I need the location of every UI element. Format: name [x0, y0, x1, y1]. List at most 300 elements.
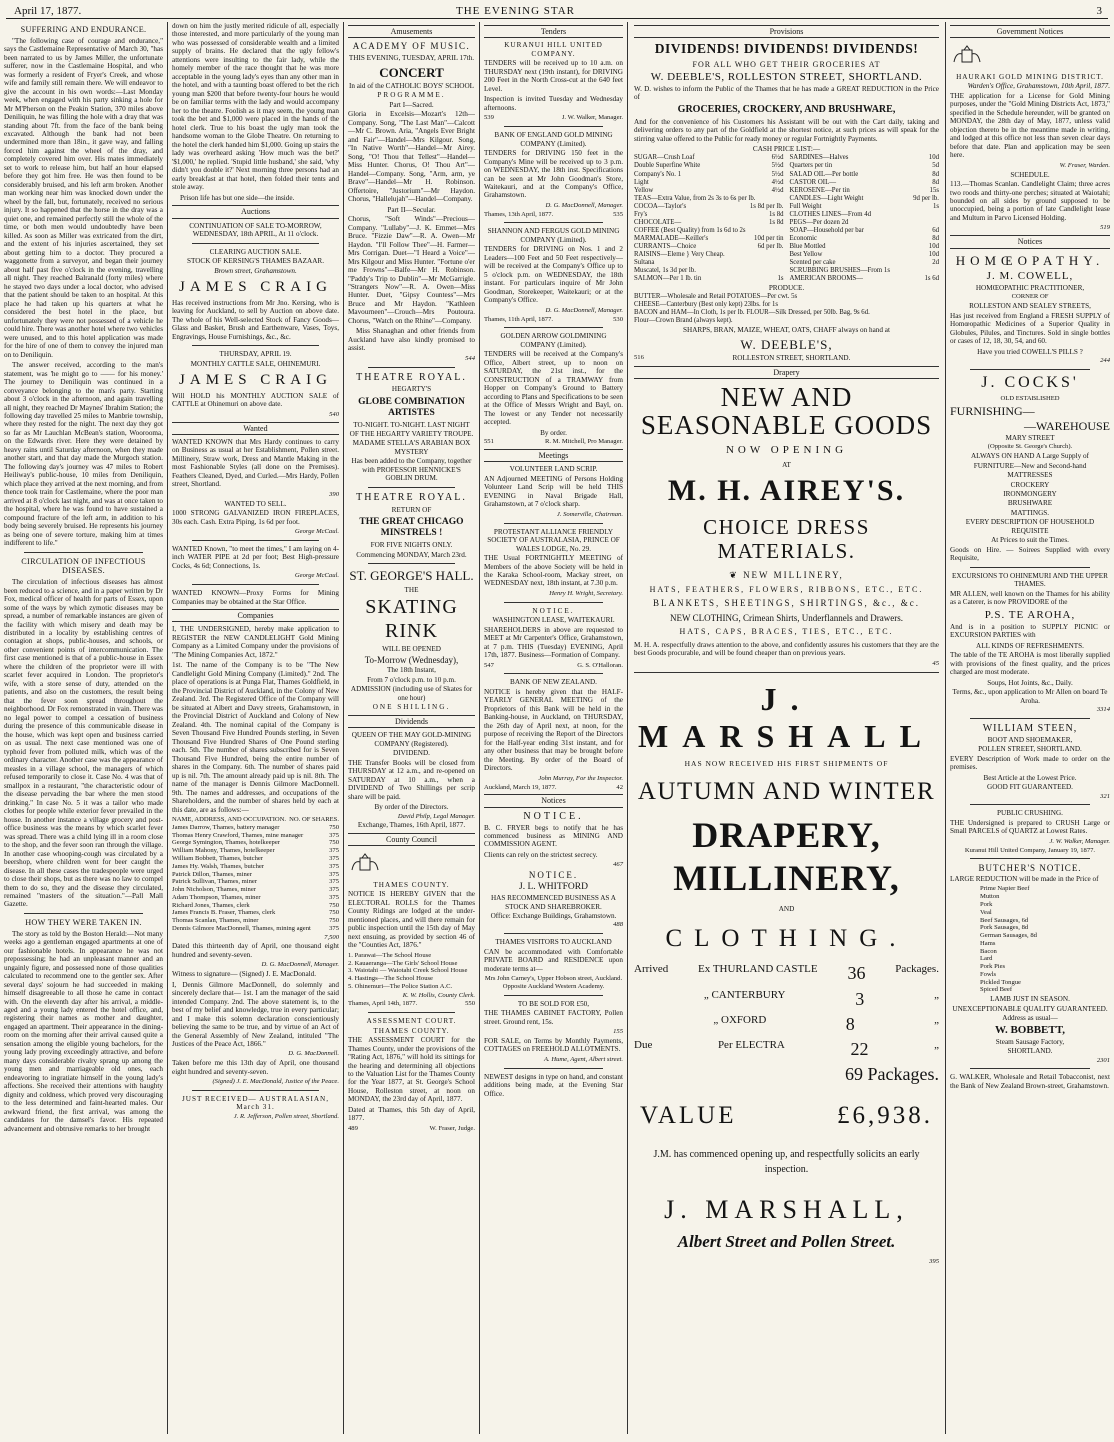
shareholder-name: Patrick Dillon, Thames, miner — [172, 870, 252, 878]
shareholder-name: Thomas Henry Crawford, Thames, mine manager — [172, 831, 304, 839]
shareholder-row — [172, 832, 339, 840]
price-value: 8d — [932, 170, 939, 178]
meat-item: Bacon — [980, 947, 997, 955]
ad-text: TENDERS for DRIVING 150 feet in the Company's Mine will be received up to 3 p.m. on WEDNESDAY, the 18th inst. Specifications can be seen at Mr John Goodman's Store, Waitekauri, and at the Company's Office, Grahamstown. — [484, 149, 623, 200]
furniture-item: IRONMONGERY — [1003, 490, 1057, 498]
article-heading: SUFFERING AND ENDURANCE. — [20, 25, 147, 34]
price-item: Best Yellow — [789, 250, 823, 258]
ad-number: 488 — [613, 921, 623, 929]
ad-headline: HOMŒOPATHY. — [955, 252, 1105, 268]
ad-line: BOOT AND SHOEMAKER, — [987, 735, 1073, 744]
furniture-item: BRUSHWARE — [1007, 499, 1053, 508]
ad-heading: EXCURSIONS TO OHINEMURI AND THE UPPER THAMES. — [952, 571, 1108, 589]
ad-headline: M. H. AIREY'S. — [667, 474, 906, 508]
divider — [368, 367, 455, 368]
price-value: 2d — [932, 258, 939, 266]
divider — [970, 804, 1090, 805]
ad-line: HATS, CAPS, BRACES, TIES, ETC., ETC. — [679, 627, 894, 637]
ad-heading: ACADEMY OF MUSIC. — [352, 41, 471, 52]
price-row — [634, 171, 784, 179]
ad-heading: BUTCHER'S NOTICE. — [978, 863, 1082, 874]
meat-item: Pickled Tongue — [980, 978, 1021, 986]
ad-number: 530 — [613, 315, 623, 323]
shipment-count: 8 — [845, 1013, 855, 1034]
column-4 — [480, 22, 628, 1434]
ad-line — [634, 570, 939, 581]
ad-text: CAN be accommodated with Comfortable PRIVATE BOARD and RESIDENCE upon moderate terms at— — [484, 947, 623, 973]
price-item: Sultana — [634, 258, 655, 266]
column-3 — [344, 22, 480, 1434]
produce-item: Flour—Crown Brand (always kept). — [634, 317, 733, 325]
price-item: Full Weight — [789, 202, 822, 210]
ad-line: ALWAYS ON HAND A Large Supply of — [970, 452, 1090, 461]
ad-line: Address as usual— — [1002, 1014, 1058, 1023]
price-item: TEAS—Extra Value, from 2s 3s to 6s per lb. — [634, 194, 756, 202]
divider — [504, 222, 603, 223]
meat-item: Prime Napier Beef — [980, 885, 1030, 893]
ad-line: Have you tried COWELL'S PILLS ? — [977, 347, 1083, 356]
divider — [368, 563, 455, 564]
shareholder-name: Adam Thompson, Thames, miner — [172, 893, 261, 901]
price-value: 8d — [932, 178, 939, 186]
ad-number: 547 — [484, 661, 494, 669]
ad-heading: GOLDEN ARROW GOLDMINING COMPANY (Limited). — [500, 332, 607, 349]
price-list-left — [634, 154, 784, 282]
ad-line: HOMŒOPATHIC PRACTITIONER, — [975, 283, 1085, 292]
furniture-item: MATTINGS. — [1010, 508, 1050, 517]
section-header-notices: Notices — [950, 235, 1110, 248]
divider — [970, 1068, 1090, 1069]
ad-signature: D. G. MacDonnell, Manager. — [545, 306, 623, 314]
produce-item: CHEESE—Canterbury (Best only kept) 23lbs. for 1s — [634, 301, 779, 309]
shareholder-row — [172, 847, 339, 855]
ad-heading: THAMES COUNTY. — [373, 880, 450, 889]
furniture-item: CROCKERY — [1010, 480, 1050, 489]
price-row — [634, 179, 784, 187]
article-text: The circulation of infectious diseases has almost been reduced to a science, and in a paper written by Dr Fox, medical officer of health for parts of Essex, upon some of the ways by which zymotic diseases may be spread, a number of remarkable instances are given of the facility with which misery and death may be distributed in a locality by establishing centres of contagion at shops, public-houses, and schools, or other convenient points of intercommunication. The first case mentioned is that of a public-house in Essex where the children of the proprietor were ill with scarlet fever acquired in London. The proprietor's wife, with a store sense of duty, attended on the patients, and also on the customers, the result being that the fever soon spread throughout the neighborhood. Dr Fox remonstrated in vain. There was no legal power to compel a cessation of business during the presence of this communicable disease in the house, which was kept open and business carried on as usual. The next case mentioned was one of typhoid fever from polluted milk, which was of the ordinary character. Another case was the appearance of measles in a village school, the managers of which refused temporarily to close it. Case No. 4 was that of smallpox in a restaurant, "the characteristic odour of the disease pervading the bar where the men stood drinking." In case No. 5 it was a tailor who made clothes for people while exterior fever prevailed in the house. In another instance a village grocery and post-office business was the means by which scarlet fever was spread. There was a child lying ill in a room close to the shop, and the fever soon ran through the village. In another case whooping-cough was circulated by a beershop, where children went for beer caught the disease. In all these cases the tradespeople were urged to close their shops, but as there was no law to compel them to do so, they and the disease they circulated, remained "masters of the situation."—Pall Mall Gazette. — [4, 578, 163, 909]
price-list — [634, 154, 939, 282]
price-row — [790, 211, 940, 219]
shareholder-name: Patrick Sullivan, Thames, miner — [172, 878, 258, 886]
ad-line: Soups, Hot Joints, &c., Daily. — [987, 678, 1073, 687]
ad-line: Commencing MONDAY, March 23rd. — [356, 550, 467, 559]
ad-text: THE Undersigned is prepared to CRUSH Large or Small PARCELS of QUARTZ at Lowest Rates. — [950, 818, 1110, 836]
ad-heading: THE GREAT CHICAGO MINSTRELS ! — [359, 517, 464, 539]
price-row — [634, 227, 784, 235]
shipment-row — [634, 1014, 939, 1035]
meat-item: Pork Sausages, 8d — [980, 924, 1029, 932]
price-item: SALAD OIL—Per bottle — [789, 170, 859, 178]
shipment-status: Arrived — [634, 963, 669, 976]
price-row — [634, 243, 784, 251]
ad-number: 519 — [1100, 224, 1110, 232]
riding-item: 4. Hastings—The School House — [348, 975, 433, 983]
ad-signature: D. G. MacDonnell, Manager. — [545, 201, 623, 209]
ad-text: NOTICE IS HEREBY GIVEN that the ELECTORAL ROLLS for the Thames County Ridings are lodged at the under-mentioned places, and will there remain for public inspection until the 15th day of May next ensuing, as provided by section 46 of the "Counties Act, 1876." — [348, 890, 475, 950]
divider — [504, 995, 603, 996]
ad-heading: SKATING RINK — [365, 596, 458, 642]
divider — [970, 858, 1090, 859]
ad-text: WANTED KNOWN that Mrs Hardy continues to carry on Business as usual at her Establishment, Pollen street. Millinery, Straw work, Dress and Mantle Making in the most Fashionable Styles (all done on the Premises). Feathers Cleaned, Dyed, and Curled.—Mrs Hardy, Pollen street, Shortland. — [172, 437, 339, 489]
price-value: 5½d — [771, 170, 784, 178]
ad-signature: George McCaul. — [294, 572, 339, 580]
ad-number: 551 — [484, 438, 494, 446]
ad-line: FOR ALL WHO GET THEIR GROCERIES AT — [692, 60, 881, 70]
ad-heading: BANK OF ENGLAND GOLD MINING COMPANY (Limited). — [494, 131, 613, 148]
ad-heading: WILLIAM STEEN, — [982, 722, 1078, 734]
divider — [24, 913, 143, 914]
ad-line: OLD ESTABLISHED — [1000, 394, 1060, 402]
ad-line: Best Article at the Lowest Price. — [983, 773, 1077, 782]
price-value: 10d — [928, 250, 939, 258]
ad-line: ROLLESTON STREET, SHORTLAND. — [732, 354, 851, 363]
article-heading: CIRCULATION OF INFECTIOUS DISEASES. — [21, 556, 146, 576]
ad-headline: DRAPERY, MILLINERY, — [673, 815, 900, 898]
shareholder-list — [172, 824, 339, 933]
ad-line: By order. — [540, 428, 567, 437]
ad-line: Exchange, Thames, 16th April, 1877. — [357, 821, 466, 830]
ad-signature: J. R. Jefferson, Pollen street, Shortland. — [233, 1112, 339, 1120]
divider — [24, 552, 143, 553]
ad-text: THE application for a License for Gold Mining purposes, under the "Gold Mining Districts Act, 1873," specified in the Schedule hereunder, will be granted on MONDAY, the 28th day of May, 1877, unless valid objection thereto be in the meantime made in writing, and lodged at this office not less than seven clear days before that date. Plan and application may be seen here. — [950, 91, 1110, 160]
ad-line: Part I—Sacred. — [389, 100, 434, 109]
divider — [192, 243, 319, 244]
page-number: 3 — [1096, 5, 1102, 17]
ad-heading: THAMES VISITORS TO AUCKLAND — [495, 938, 612, 947]
ad-headline: CLOTHING. — [665, 924, 908, 952]
price-value: 4½d — [771, 186, 784, 194]
price-row — [634, 219, 784, 227]
ad-text: Will HOLD his MONTHLY AUCTION SALE of CATTLE at Ohinemuri on above date. — [172, 391, 339, 409]
price-value: 10d — [928, 242, 939, 250]
shipment-count: 3 — [855, 988, 865, 1009]
shareholder-name: William Bobbett, Thames, butcher — [172, 854, 263, 862]
ad-heading: J. M. COWELL, — [986, 269, 1074, 282]
ad-heading: ASSESSMENT COURT. — [366, 1017, 457, 1026]
divider — [970, 567, 1090, 568]
riding-item: 2. Kauaeranga—The Girls' School House — [348, 959, 458, 967]
ad-heading: QUEEN OF THE MAY GOLD-MINING COMPANY (Registered). — [351, 731, 472, 748]
ad-line: DIVIDEND. — [393, 749, 430, 758]
shareholder-shares: 375 — [329, 831, 339, 839]
column-6 — [946, 22, 1114, 1434]
ad-text: TENDERS will be received up to 10 a.m. on THURSDAY next (19th instant), for DRIVING 200 Feet in the North Cross-cut at the 640 feet Level. — [484, 59, 623, 93]
price-item: SALMON—Per 1 lb. tin — [634, 274, 702, 282]
section-header-provisions: Provisions — [634, 25, 939, 38]
ad-footer — [348, 1000, 475, 1008]
ornament-icon: ❦ — [729, 570, 744, 581]
price-value: 6d — [932, 226, 939, 234]
shareholder-row — [172, 839, 339, 847]
ad-line: Has been added to the Company, together with PROFESSOR HENNICKE'S GOBLIN DRUM. — [351, 457, 472, 483]
meat-item: Veal — [980, 908, 992, 916]
ad-line: (Opposite St. George's Church). — [987, 443, 1073, 451]
shareholder-name: James Francis B. Fraser, Thames, clerk — [172, 909, 276, 917]
ad-text: TENDERS for DRIVING on Nos. 1 and 2 Leaders—100 Feet and 50 Feet respectively—will be received at the Company's Office up to 5 o'clock p.m. on WEDNESDAY, the 18th instant. For particulars inquire of Mr John Goodman, Storekeeper, Waitekauri; or at the Company's Office. — [484, 245, 623, 305]
price-row — [790, 251, 940, 259]
ad-text: W. D. wishes to inform the Public of the Thames that he has made a GREAT REDUCTION in the Price of — [634, 84, 939, 102]
price-item: Fry's — [634, 210, 648, 218]
ad-text: Has received instructions from Mr Jno. Kersing, who is leaving for Auckland, to sell by Auction on above date. The whole of his Well-selected Stock of Fancy Goods—Glass and Basket, Brush and Earthenware, Vases, Toys, Engravings, House Furnishings, &c., &c. — [172, 298, 339, 341]
price-row — [790, 162, 940, 170]
price-row — [634, 187, 784, 195]
ad-number: 244 — [1100, 357, 1110, 365]
ad-line: UNEXCEPTIONABLE QUALITY GUARANTEED. — [952, 1004, 1108, 1013]
ad-heading: TO BE SOLD FOR £50, — [517, 999, 590, 1008]
price-row — [634, 195, 784, 203]
ad-line: SCHEDULE. — [1010, 170, 1050, 179]
ad-line: HAS RECOMMENCED BUSINESS AS A STOCK AND SHAREBROKER. — [490, 894, 616, 911]
ad-line: TO-NIGHT. TO-NIGHT. LAST NIGHT OF THE HEGARTY VARIETY TROUPE. — [349, 421, 474, 438]
ad-text: I, Dennis Gilmore MacDonnell, do solemnly and sincerely declare that— 1st. I am the manager of the said intended Company. 2nd. The above statement is, to the best of my belief and knowledge, true in every particular; and I make this solemn declaration conscientiously believing the same to be true, and by virtue of an Act of the General Assembly of New Zealand, intituled "The Justices of the Peace Act, 1866." — [172, 980, 339, 1048]
shareholder-row — [172, 863, 339, 871]
ad-text: WANTED KNOWN—Proxy Forms for Mining Companies may be obtained at the Star Office. — [172, 589, 339, 606]
shipment-unit: „ — [934, 1038, 939, 1051]
ad-heading: WASHINGTON LEASE, WAITEKAURI. — [492, 616, 615, 625]
price-row — [634, 251, 784, 259]
programme-text: Chorus, "Soft Winds"—Precious—Company. "Lullaby"—J. K. Emmet—Mrs Bruce. "Fizzie Daw"—R. A. Owen—Mr Haydon. "I'll Follow Thee"—H. Farmer—Mrs Corrigan. Duet—"I Heard a Voice"—Mrs Kilgour and Miss Hunter. "Fortune o'er me Frowns"—Balfe—Mr H. Robinson. "Paddy's Trip to Dublin"—Mr McGarrigle. "Strangers Now"—R. A. Owen—Miss Hunter. Duet, "Gipsy Countess"—Mrs Bruce and Mr Haydon. "Kathleen Mavourneen"—Crouch—Mrs Poutoura. Chorus, "Watch on the Rhine"—Company. — [348, 215, 475, 325]
furniture-list — [950, 462, 1110, 518]
section-header-dividends: Dividends — [348, 715, 475, 728]
royal-crest-icon — [950, 44, 984, 66]
auctioneer-name: JAMES CRAIG — [179, 279, 332, 296]
article-text: The story as told by the Boston Herald:—Not many weeks ago a gentleman engaged apartments at one of our fashionable hotels. In appearance he was not prepossessing; he had an unpleasant manner and an ungainly figure, and possessed none of those qualities calculated to recommend one to the gentler sex. After several days' sojourn he had succeeded in making himself disagreeable to all those he came in contact with. On the eleventh day after his arrival, a middle-aged and a young lady entered the hotel office, and, registering their names as mother and daughter, engaged an apartment. Their appearance in the dining-room on the morning after their arrival caused quite a sensation among the eligible young bachelors, for the young lady proving exceedingly attractive, and before many days considerable rivalry sprang up among the young men and marriageable old ones, each endeavoring to ingratiate himself in the young lady's affections. She received their attentions with haughty dignity and coldness, which proved very discouraging to the less determined and faint-hearted males. Our awkward friend, the first arrival, was among the candidates for the damsel's favor. His repeated advancement and obtrusive remarks to her brought — [4, 929, 163, 1133]
shareholder-row — [172, 917, 339, 925]
ad-line: HEGARTY'S — [391, 385, 432, 394]
ad-signature: Mrs John Carney's, Upper Hobson street, Auckland. Opposite Auckland Western Academy. — [484, 975, 623, 990]
ad-line: From 7 o'clock p.m. to 10 p.m. — [367, 675, 456, 684]
ad-heading: P.S. TE AROHA, — [984, 608, 1076, 621]
ad-number: 3314 — [1096, 706, 1110, 714]
price-value: 9d per lb. — [913, 194, 939, 202]
shareholder-row — [172, 894, 339, 902]
ad-number: 321 — [1100, 792, 1110, 800]
price-value: 1s — [777, 274, 784, 282]
ad-signature: George McCaul. — [294, 528, 339, 536]
price-row — [790, 203, 940, 211]
divider — [192, 584, 319, 585]
ad-line: MONTHLY CATTLE SALE, OHINEMURI. — [190, 359, 321, 368]
ad-line: SHARPS, BRAN, MAIZE, WHEAT, OATS, CHAFF always on hand at — [683, 326, 890, 335]
ad-line: PRODUCE. — [768, 283, 805, 292]
price-value: 1s 8d — [768, 210, 784, 218]
ad-signature: David Philp, Legal Manager. — [397, 812, 475, 820]
shipment-vessel: „ CANTERBURY — [703, 988, 786, 1001]
meat-item: Lard — [980, 955, 993, 963]
shareholder-row — [172, 902, 339, 910]
price-item: Company's No. 1 — [634, 170, 682, 178]
issue-date: April 17, 1877. — [14, 5, 82, 17]
ad-signature: G. S. O'Halloran. — [577, 661, 623, 669]
ad-date: Thames, 11th April, 1877. — [484, 315, 553, 323]
price-row — [790, 187, 940, 195]
ad-heading: KURANUI HILL UNITED COMPANY. — [504, 41, 603, 58]
section-header-wanted: Wanted — [172, 422, 339, 435]
price-value: 10d — [928, 154, 939, 162]
ad-text: 113.—Thomas Scanlan. Candlelight Claim; three acres two roods and thirty-one perches; situated at Waiotahi; bounded on all sides by ground supposed to be unoccupied, being a portion of late Candlelight lease and Multum in Parvo Licensed Holding. — [950, 180, 1110, 222]
divider — [634, 672, 939, 673]
produce-list — [634, 293, 939, 325]
shareholder-name: James Darrow, Thames, battery manager — [172, 823, 280, 831]
price-value: 1s 8d — [768, 218, 784, 226]
shipment-unit: Packages. — [895, 963, 939, 976]
ad-line: In aid of the CATHOLIC BOYS' SCHOOL — [348, 81, 475, 90]
ad-line: Part II—Secular. — [387, 205, 436, 214]
ad-number: 489 — [348, 1124, 358, 1132]
ad-text: G. WALKER, Wholesale and Retail Tobacconist, next the Bank of New Zealand Brown-street, Grahamstown. — [950, 1073, 1110, 1090]
ad-headline: CHOICE DRESS MATERIALS. — [703, 514, 870, 564]
ad-text: THE THAMES CABINET FACTORY, Pollen street. Ground rent, 15s. — [484, 1009, 623, 1026]
shipment-row — [634, 1039, 939, 1060]
shareholder-name: Richard Jones, Thames, clerk — [172, 901, 250, 909]
ad-footer — [634, 354, 939, 362]
furniture-item: FURNITURE—New and Second-hand — [973, 461, 1087, 470]
price-row — [790, 259, 940, 267]
ad-heading: THEATRE ROYAL. — [356, 371, 467, 383]
ad-signature: A. Hume, Agent, Albert street. — [544, 1055, 623, 1063]
ad-text: Miss Shanaghan and other friends from Auckland have also kindly promised to assist. — [348, 327, 475, 353]
ad-signature: K. W. Hollis, County Clerk. — [402, 991, 475, 999]
price-row — [634, 259, 784, 267]
price-item: CASTOR OIL— — [789, 178, 837, 186]
ad-address: Albert Street and Pollen Street. — [677, 1231, 896, 1251]
ad-number: 395 — [929, 1257, 939, 1265]
ad-number: 42 — [616, 783, 623, 791]
shareholder-name: Thomas Scanlan, Thames, miner — [172, 917, 259, 925]
ad-headline: GROCERIES, CROCKERY, AND BRUSHWARE, — [677, 103, 896, 115]
divider — [970, 718, 1090, 719]
price-row — [790, 243, 940, 251]
ad-number: 390 — [329, 490, 339, 498]
ad-signature: R. M. Mitchell, Pro Manager. — [544, 438, 623, 446]
ad-text: Taken before me this 13th day of April, one thousand eight hundred and seventy-seven. — [172, 1059, 339, 1076]
section-header-government-notices: Government Notices — [950, 25, 1110, 38]
price-value: 5½d — [771, 162, 784, 170]
shareholder-row — [172, 855, 339, 863]
price-item: Muscatel, 1s 3d per lb. — [634, 266, 696, 274]
ad-heading: ALL KINDS OF REFRESHMENTS. — [976, 641, 1084, 650]
ad-number: 544 — [465, 354, 475, 362]
royal-crest-icon — [348, 852, 382, 874]
price-item: COCOA—Taylor's — [634, 202, 687, 210]
ad-line: POLLEN STREET, SHORTLAND. — [978, 745, 1082, 754]
ad-date: Auckland, March 19, 1877. — [484, 783, 557, 791]
price-value: 6d per lb. — [757, 242, 784, 250]
price-item: SUGAR—Crush Loaf — [634, 154, 695, 162]
shipment-status: Due — [634, 1038, 653, 1051]
shareholder-row — [172, 871, 339, 879]
price-item: SOAP—Household per bar — [789, 226, 864, 234]
price-value: 1s 8d per lb. — [749, 202, 784, 210]
ad-text: TENDERS will be received at the Company's Office, Albert street, up to noon on SATURDAY, the 21st inst., for the CONSTRUCTION of a TRAMWAY from Hopper on Company's Ground to Battery according to Plans and Specifications to be seen at the Office of Messrs Wright and Bayl, on. The lowest or any Tender not necessarily accepted. — [484, 350, 623, 427]
ad-text: 1000 STRONG GALVANIZED IRON FIREPLACES, 30s each. Cash. Extra Piping, 1s 6d per foot. — [172, 509, 339, 526]
price-item: Double Superfine White — [634, 162, 701, 170]
ad-text: And is in a position to SUPPLY PICNIC or EXCURSION PARTIES with — [950, 622, 1110, 640]
section-header-auctions: Auctions — [172, 205, 339, 218]
price-row — [790, 219, 940, 227]
ad-line: CASH PRICE LIST:— — [752, 144, 821, 153]
ad-text: THE Transfer Books will be closed from THURSDAY at 12 a.m., and re-opened on SATURDAY at 10 a.m., when a DIVIDEND of Two Shillings per scrip share will be paid. — [348, 758, 475, 801]
price-row — [634, 154, 784, 162]
shipment-count: 36 — [847, 963, 866, 984]
ad-number: 540 — [329, 410, 339, 418]
ad-heading: PROTESTANT ALLIANCE FRIENDLY SOCIETY OF AUSTRALASIA, PRINCE OF WALES LODGE, No. 29. — [487, 527, 620, 553]
ad-number: 155 — [613, 1028, 623, 1036]
divider — [970, 369, 1090, 370]
price-row — [790, 195, 940, 203]
meat-item: Beef Sausages, 6d — [980, 916, 1029, 924]
ad-headline: FURNISHING— — [950, 403, 1035, 418]
divider — [504, 933, 603, 934]
ad-signature: J. W. Walker, Manager. — [561, 114, 623, 122]
ad-footer — [484, 114, 623, 122]
divider — [504, 673, 603, 674]
shipment-total — [634, 1064, 939, 1085]
price-item: Yellow — [634, 186, 654, 194]
ad-line: NEW CLOTHING, Crimean Shirts, Underflannels and Drawers. — [669, 612, 904, 623]
shareholder-row — [172, 909, 339, 917]
divider — [504, 602, 603, 603]
ad-line: The 18th Instant, — [387, 666, 436, 675]
ad-heading: ST. GEORGE'S HALL. — [349, 568, 474, 584]
masthead — [6, 4, 1108, 19]
meat-item: Spiced Beef — [980, 986, 1013, 994]
ad-footer — [484, 438, 623, 446]
shareholder-shares: 375 — [329, 862, 339, 870]
ad-line: By order of the Directors. — [374, 803, 449, 812]
ad-footer — [348, 1125, 475, 1133]
ad-line: AND — [778, 905, 795, 914]
value-amount: £6,938. — [837, 1102, 933, 1130]
shareholder-name: Dennis Gilmore MacDonnell, Thames, mining agent — [172, 924, 311, 932]
ad-text: J.M. has commenced opening up, and respectfully solicits an early inspection. — [653, 1148, 920, 1175]
price-value: 6½d — [771, 154, 784, 162]
ad-heading: BANK OF NEW ZEALAND. — [510, 678, 597, 687]
meat-item: Mutton — [980, 893, 1000, 901]
ad-number: 516 — [634, 354, 644, 362]
ad-line: ROLLESTON AND SEALEY STREETS, — [969, 302, 1091, 311]
ad-text: AN Adjourned MEETING of Persons Holding Volunteer Land Scrip will be held THIS EVENING in Naval Brigade Hall, Grahamstown, at 7 o'clock sharp. — [484, 474, 623, 509]
ad-signature: W. Fraser, Judge. — [429, 1124, 475, 1132]
ridings-list — [348, 952, 475, 991]
price-value: 4½d — [771, 178, 784, 186]
ad-text: 1st. The name of the Company is to be "The New Candlelight Gold Mining Company (Limited)." 2nd. The place of operations is at Punga Flat, Thames Goldfield, in the Provincial District of Auckland, in the Colony of New Zealand. 3rd. The Registered Office of the Company will be situated at Albert and Davy streets, Grahamstown, in the Provincial District of Auckland and Colony of New Zealand. 4th. The nominal capital of the Company is Seven Thousand Five Hundred Pounds sterling, in Seven Thousand Five Hundred Shares of One Pound sterling each. 5th. The number of shares subscribed for is Seven Thousand Five Hundred, being the entire number of shares in the Company. 6th. The number of shares paid up is nil. 7th. The amount already paid up is nil. 8th. The name of the manager is Dennis Gilmore MacDonnell. 9th. The names and addresses, and occupations of the Shareholders, and the number of shares held by each at this date, are as follows:— — [172, 661, 339, 814]
ad-line: Steam Sausage Factory, — [995, 1037, 1065, 1046]
ad-heading: GLOBE COMBINATION ARTISTES — [358, 396, 465, 419]
ad-text: MR ALLEN, well known on the Thames for his ability as a Caterer, is now PROVIDORE of the — [950, 589, 1110, 607]
column-2 — [168, 22, 344, 1434]
price-item: Quarters per tin — [789, 162, 833, 170]
ad-signature: J. W. Walker, Manager. — [1049, 837, 1110, 845]
ad-line: THURSDAY, APRIL 19. — [219, 350, 292, 359]
newspaper-title: THE EVENING STAR — [456, 5, 575, 17]
shipment-row — [634, 963, 939, 984]
ad-line: STOCK OF KERSING'S THAMES BAZAAR. — [186, 257, 324, 266]
ad-headline: DIVIDENDS! DIVIDENDS! DIVIDENDS! — [654, 41, 919, 57]
price-item: MARMALADE—Keiller's — [634, 234, 709, 242]
ad-date: Thames, 13th April, 1877. — [484, 210, 554, 218]
ad-headline: J. COCKS' — [981, 373, 1079, 391]
col-header: NAME, ADDRESS, AND OCCUPATION. — [172, 816, 287, 824]
ad-line: MADAME STELLA'S ARABIAN BOX MYSTERY — [352, 439, 471, 456]
meat-list — [950, 885, 1110, 994]
price-item: CANDLES—Light Weight — [789, 194, 864, 202]
ad-headline: J. MARSHALL, — [664, 1194, 909, 1224]
ad-number: 467 — [613, 861, 623, 869]
ad-text: Clients can rely on the strictest secrecy. — [484, 850, 598, 859]
ad-text: Witness to signature— (Signed) J. E. MacDonald. — [172, 970, 317, 979]
ad-text: SHAREHOLDERS in above are requested to MEET at Mr Carpenter's Office, Grahamstown, at 7 p.m. THIS (Tuesday) EVENING, April 17th, 1877. Business—Formation of Company. — [484, 625, 623, 660]
